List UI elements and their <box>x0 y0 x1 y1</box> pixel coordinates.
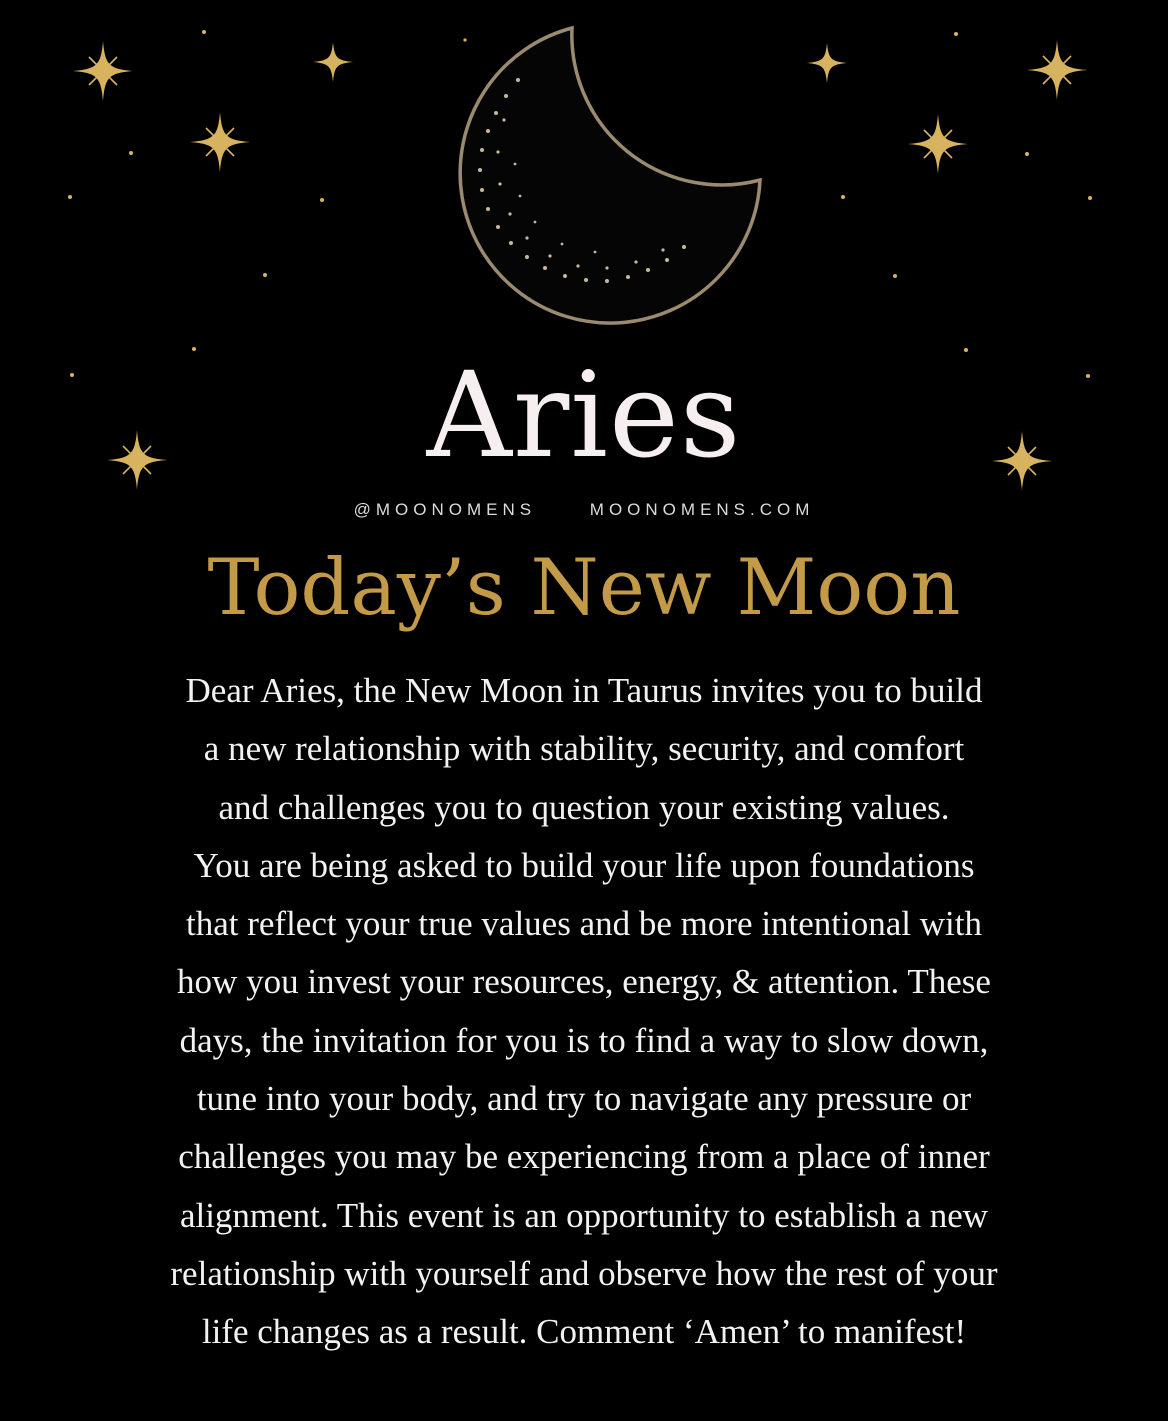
sparkle-star-icon <box>1027 40 1087 100</box>
text-line: how you invest your resources, energy, & attention. These <box>177 962 991 1002</box>
sparkle-star-icon <box>908 114 968 174</box>
text-line: alignment. This event is an opportunity to establish a new <box>179 1195 989 1235</box>
sparkle-star-icon <box>73 41 133 101</box>
text-line: You are being asked to build your life upon foundations <box>193 845 975 885</box>
sparkle-star-icon <box>313 42 353 82</box>
text-line: that reflect your true values and be more intentional with <box>186 904 982 944</box>
page-title: Aries <box>426 346 742 484</box>
social-handles <box>0 500 1168 520</box>
text-line: days, the invitation for you is to find a way to slow down, <box>179 1020 989 1060</box>
text-line: tune into your body, and try to navigate any pressure or <box>196 1079 972 1119</box>
sparkle-star-icon <box>807 43 847 83</box>
crescent-moon-icon <box>460 28 760 323</box>
instagram-handle: @MOONOMENS <box>353 500 537 519</box>
sparkle-star-icon <box>190 112 250 172</box>
website-link[interactable]: MOONOMENS.COM <box>589 500 815 519</box>
text-line: relationship with yourself and observe how the rest of your <box>170 1253 998 1293</box>
text-line: life changes as a result. Comment ‘Amen’ to manifest! <box>201 1312 967 1352</box>
text-line: challenges you may be experiencing from a place of inner <box>178 1137 990 1177</box>
horoscope-text <box>80 662 1088 1362</box>
text-line: Dear Aries, the New Moon in Taurus invites you to build <box>185 671 983 710</box>
subtitle: Today’s New Moon <box>207 543 961 633</box>
text-line: a new relationship with stability, security, and comfort <box>203 729 965 769</box>
text-line: and challenges you to question your existing values. <box>218 787 950 827</box>
